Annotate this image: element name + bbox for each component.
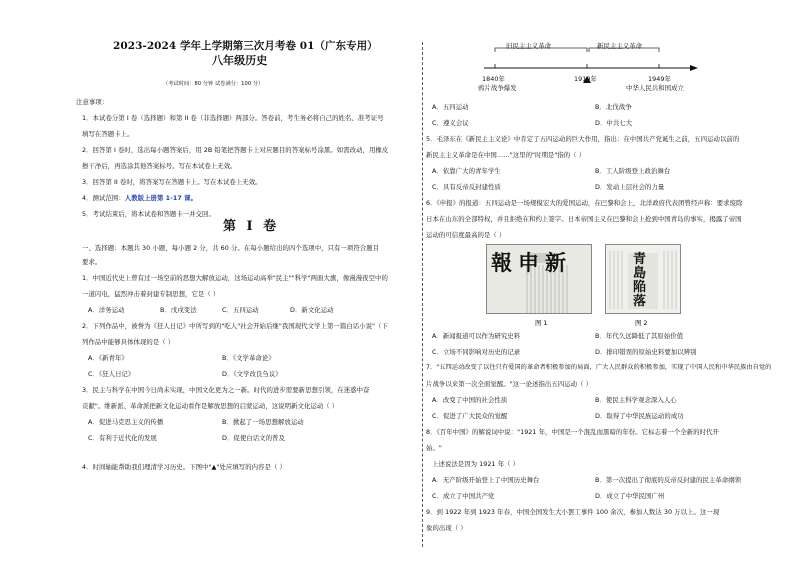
figure-1-caption: 图 1 [535,319,548,327]
q6-option-c[interactable]: C．立场不同影响对历史的记录 [432,348,521,356]
figure-2-newspaper-image [605,244,681,314]
q3-option-c[interactable]: C．有利于近代化的发展 [88,434,157,442]
note-scope-label: 4．测试范围： [82,194,125,202]
question-8-text: 始。" [426,444,442,452]
timeline-year-1949: 1949年 [648,75,671,83]
q6-option-b[interactable]: B．年代久远降低了其原始价值 [595,332,684,340]
question-9-text: 9．到 1922 年到 1923 年春，中国全国发生大小罢工事件 100 余次，参加人数达 30 万以上。这一现 [426,508,720,516]
q5-option-a[interactable]: A．依靠广大的青年学生 [432,167,501,175]
figure-1-newspaper-image [486,244,592,314]
note-line: 2．回答第 I 卷时，选出每小题答案后，用 2B 铅笔把答题卡上对应题目的答案标号涂黑。如需改动，用橡皮 [82,146,389,154]
figure-2-caption: 图 2 [635,319,648,327]
q1-option-a[interactable]: A．洋务运动 [88,306,125,314]
q6-option-d[interactable]: D．排印错误的原始史料要加以辨别 [595,348,697,356]
question-7-text: 7．"五四运动改变了以往只有爱国的革命者积极参加的局面，广大人民群众的积极参加，实现了中国人民和中华民族由自觉的 [426,364,772,371]
newspaper-headline-text: 青島陥落 [633,252,647,309]
q2-option-c[interactable]: C．《狂人日记》 [88,370,135,378]
q4-option-a[interactable]: A．五四运动 [432,103,469,111]
q3-option-a[interactable]: A．促进马克思主义的传播 [88,418,164,426]
exam-subtitle: 八年级历史 [212,54,268,67]
question-7-text: 片战争以来第一次全面觉醒。"这一论述指出五四运动（ ） [426,380,593,388]
question-2-text: 2．下列作品中，被誉为《狂人日记》中所写到的"吃人"社会开始后继"我国现代文学上第一篇白话小说"（下 [82,322,388,330]
timeline-year-1840: 1840年 [482,75,505,83]
q2-option-b[interactable]: B．《文学革命论》 [222,354,275,362]
q7-option-c[interactable]: C．促进了广大民众的觉醒 [432,412,508,420]
q2-option-d[interactable]: D．《文学改良刍议》 [222,370,282,378]
q2-option-a[interactable]: A．《新青年》 [88,354,128,362]
section-heading: 第 I 卷 [223,219,280,234]
question-5-text: 新民主主义革命是在中国……"这里的"时期是"指的（ ） [426,151,586,159]
q1-option-b[interactable]: B．戊戌变法 [160,306,197,314]
note-scope-highlight: 人教版上册第 1-17 课。 [124,194,198,202]
question-6-text: 运动的可信度最高的是（ ） [426,231,506,239]
section-instructions: 要求。 [82,258,102,266]
section-instructions: 一、选择题：本题共 30 小题，每小题 2 分，共 60 分。在每小题给出的四个选项中，只有一项符合题目 [82,244,380,252]
question-4-text: 4．时间轴能帮助我们理清学习历史。下图中"▲"处应填写的内容是（ ） [82,463,286,471]
q5-option-c[interactable]: C．具有反帝反封建性质 [432,183,501,191]
question-3-text: 3．民主与科学在中国今日尚未实现，中国文化更为之一新。时代的进步需要新思想引领，在迷惑中奋 [82,386,370,394]
exam-title: 2023-2024 学年上学期第三次月考卷 01（广东专用） [113,40,378,52]
q5-option-b[interactable]: B．工人阶级登上政治舞台 [595,167,671,175]
q7-option-b[interactable]: B．使民主科学观念深入人心 [595,396,677,404]
q1-option-d[interactable]: D．新文化运动 [290,306,334,314]
q7-option-d[interactable]: D．取得了中华民族运动的成功 [595,412,684,420]
exam-info: （考试时间：80 分钟 试卷满分：100 分） [163,81,264,87]
q3-option-d[interactable]: D．促使白话文的普及 [222,434,285,442]
timeline-event-1840: 鸦片战争爆发 [478,84,517,92]
q7-option-a[interactable]: A．改变了中国的社会性质 [432,396,508,404]
question-1-text: 1．中国近代史上曾有过一场空前的思想大解放运动，这场运动高举"民主""科学"两面大旗，像漫漫夜空中的 [82,274,388,282]
q1-option-c[interactable]: C．五四运动 [222,306,259,314]
timeline-event-1949: 中华人民共和国成立 [626,84,684,92]
question-6-text: 6．《申报》的报道：五四运动是一场规模宏大的爱国运动，在巴黎和会上，北洋政府代表团曾经声称：要求废除 [426,199,743,207]
note-line [82,194,197,202]
question-8-text: 8．《百年中国》的解说词中说："1921 年，中国是一个混乱而黑暗的年份。它标志着一个全新的时代开 [426,428,719,436]
notes-heading: 注意事项： [76,98,109,106]
timeline-label-old: 旧民主主义革命 [506,42,552,50]
note-line: 5．考试结束后，将本试卷和答题卡一并交回。 [82,210,215,218]
timeline-arrow [690,65,698,71]
question-6-text: 日本在山东的全部特权，并且拒绝在和约上签字。日本帝国主义在巴黎和会上抢到中国青岛的事实，揭露了帝国 [426,215,742,223]
q8-option-c[interactable]: C．成立了中国共产党 [432,492,495,500]
q6-option-a[interactable]: A．新闻报道可以作为研究史料 [432,332,521,340]
note-line: 1．本试卷分第 I 卷（选择题）和第 II 卷（非选择题）两部分。答卷前，考生务必将自己的姓名、准考证号 [82,114,384,122]
question-9-text: 象的出现（ ） [426,524,467,532]
q3-option-b[interactable]: B．掀起了一场思想解放运动 [222,418,304,426]
question-8-text: 上述说法是因为 1921 年（ ） [432,460,520,468]
question-3-text: 贡献"。维新派、革命派把新文化运动看作是解放思想的启蒙运动，这说明新文化运动（ ） [82,402,339,410]
question-1-text: 一道闪电，猛烈冲击着封建专制思想，它是（ ） [82,290,220,298]
note-line: 填写在答题卡上。 [82,130,134,138]
q5-option-d[interactable]: D．发动上层社会的力量 [595,183,665,191]
q8-option-a[interactable]: A．无产阶级开始登上了中国历史舞台 [432,476,540,484]
column-divider [422,42,423,547]
timeline-year-1919: 1919年 [574,75,597,83]
question-2-text: 列作品中能够具体体现的是（ ） [82,338,175,346]
q8-option-b[interactable]: B．第一次提出了彻底的反帝反封建的民主革命纲领 [595,476,742,484]
q4-option-d[interactable]: D．中共七大 [595,119,633,127]
note-line: 擦干净后，再选涂其他答案标号。写在本试卷上无效。 [82,162,237,170]
newspaper-masthead-text: 報申新 [491,250,572,275]
q4-option-c[interactable]: C．遵义会议 [432,119,469,127]
question-5-text: 5．毛泽东在《新民主主义论》中肯定了五四运动的巨大作用，指出：在中国共产党诞生之前，五四运动以前的 [426,135,740,143]
note-line: 3．回答第 II 卷时，将答案写在答题卡上。写在本试卷上无效。 [82,178,262,186]
q4-option-b[interactable]: B．北伐战争 [595,103,632,111]
timeline-label-new: 新民主主义革命 [597,42,643,50]
q8-option-d[interactable]: D．成立了中华民国广州 [595,492,665,500]
